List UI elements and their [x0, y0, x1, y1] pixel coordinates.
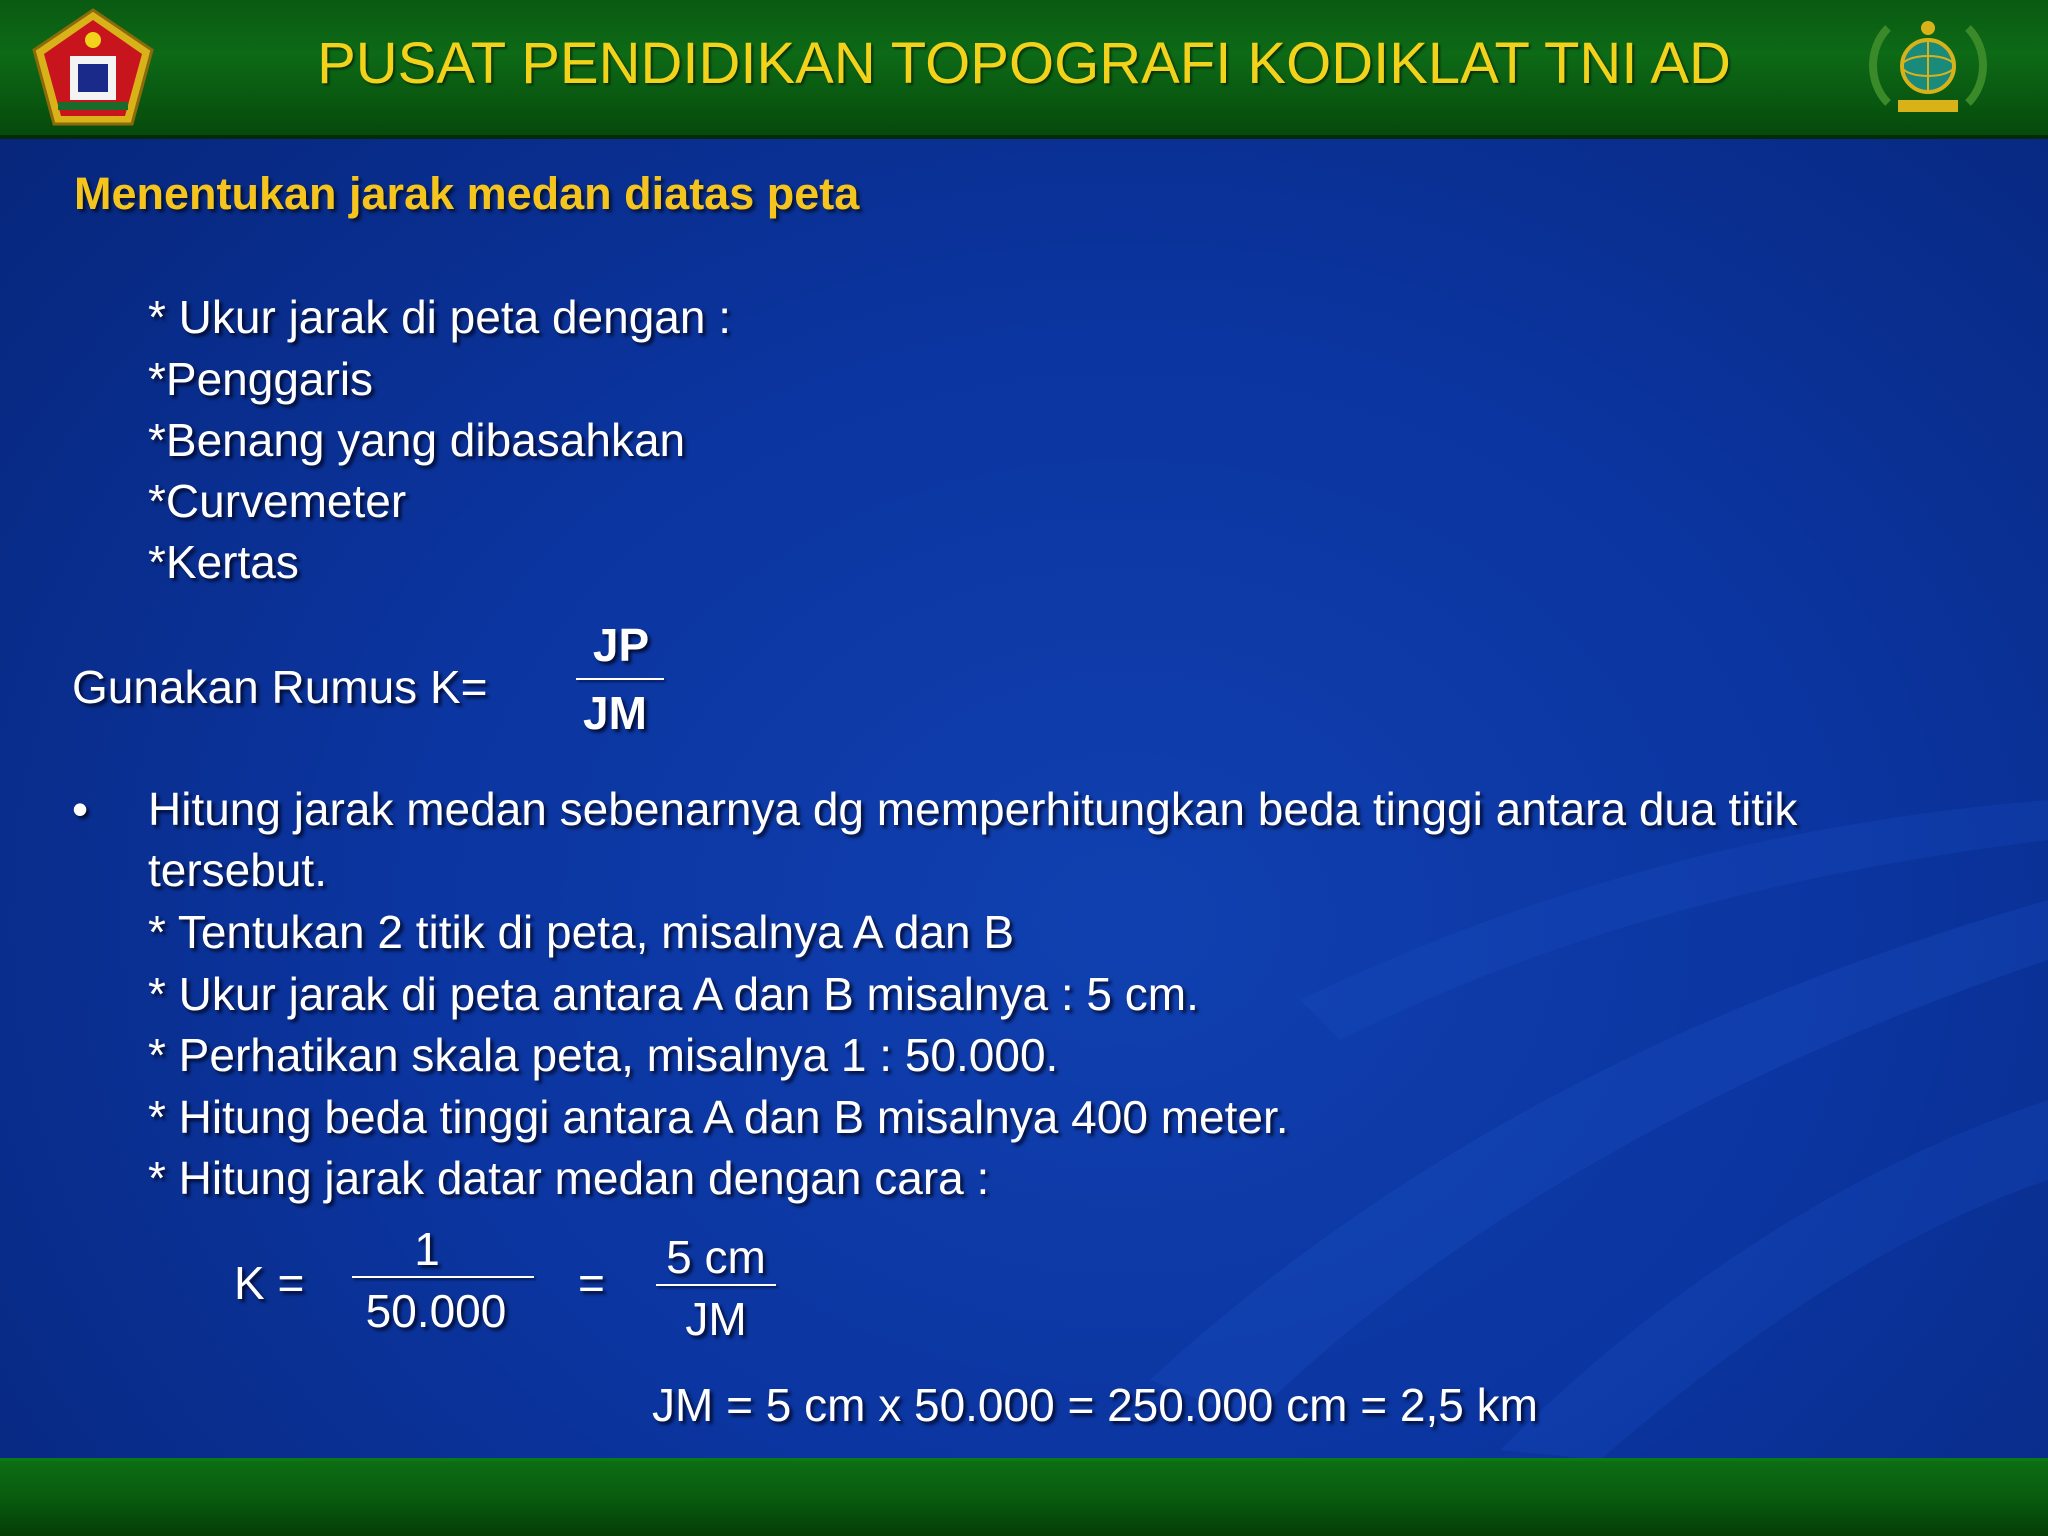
- header-band: [0, 0, 2048, 139]
- bullet-text-line: Hitung jarak medan sebenarnya dg memperhitungkan beda tinggi antara dua titik: [148, 783, 1798, 835]
- formula2-frac1-numerator: 1: [414, 1223, 440, 1275]
- bullet-marker: •: [72, 783, 89, 835]
- tools-intro: * Ukur jarak di peta dengan :: [148, 291, 732, 343]
- formula2-frac2-denominator: JM: [685, 1293, 747, 1345]
- formula2-frac2-numerator: 5 cm: [666, 1231, 766, 1283]
- footer-band: [0, 1458, 2048, 1536]
- result-equation: JM = 5 cm x 50.000 = 250.000 cm = 2,5 km: [652, 1379, 1538, 1431]
- step-item: * Hitung jarak datar medan dengan cara :: [148, 1152, 990, 1204]
- pusdiktop-wreath-emblem-icon: [1858, 8, 1998, 128]
- tool-item: *Curvemeter: [148, 475, 407, 527]
- step-item: * Hitung beda tinggi antara A dan B misalnya 400 meter.: [148, 1091, 1289, 1143]
- tool-item: *Kertas: [148, 536, 299, 588]
- formula-denominator: JM: [583, 687, 647, 739]
- formula2-lhs: K =: [234, 1257, 305, 1309]
- formula-fraction-bar: [576, 678, 664, 680]
- tool-item: *Penggaris: [148, 353, 374, 405]
- slide-subtitle: Menentukan jarak medan diatas peta: [74, 168, 860, 219]
- formula-label: Gunakan Rumus K=: [72, 661, 488, 713]
- formula-numerator: JP: [592, 619, 650, 671]
- formula2-frac2-bar: [656, 1284, 776, 1286]
- formula2-frac1-bar: [352, 1276, 534, 1278]
- tool-item: *Benang yang dibasahkan: [148, 414, 686, 466]
- step-item: * Tentukan 2 titik di peta, misalnya A dan B: [148, 906, 1015, 958]
- formula2-frac1-denominator: 50.000: [365, 1285, 507, 1337]
- step-item: * Perhatikan skala peta, misalnya 1 : 50.000.: [148, 1029, 1059, 1081]
- formula2-equals: =: [578, 1257, 605, 1309]
- step-item: * Ukur jarak di peta antara A dan B misalnya : 5 cm.: [148, 968, 1199, 1020]
- header-title: PUSAT PENDIDIKAN TOPOGRAFI KODIKLAT TNI AD: [317, 31, 1731, 96]
- bullet-text-line: tersebut.: [148, 844, 327, 896]
